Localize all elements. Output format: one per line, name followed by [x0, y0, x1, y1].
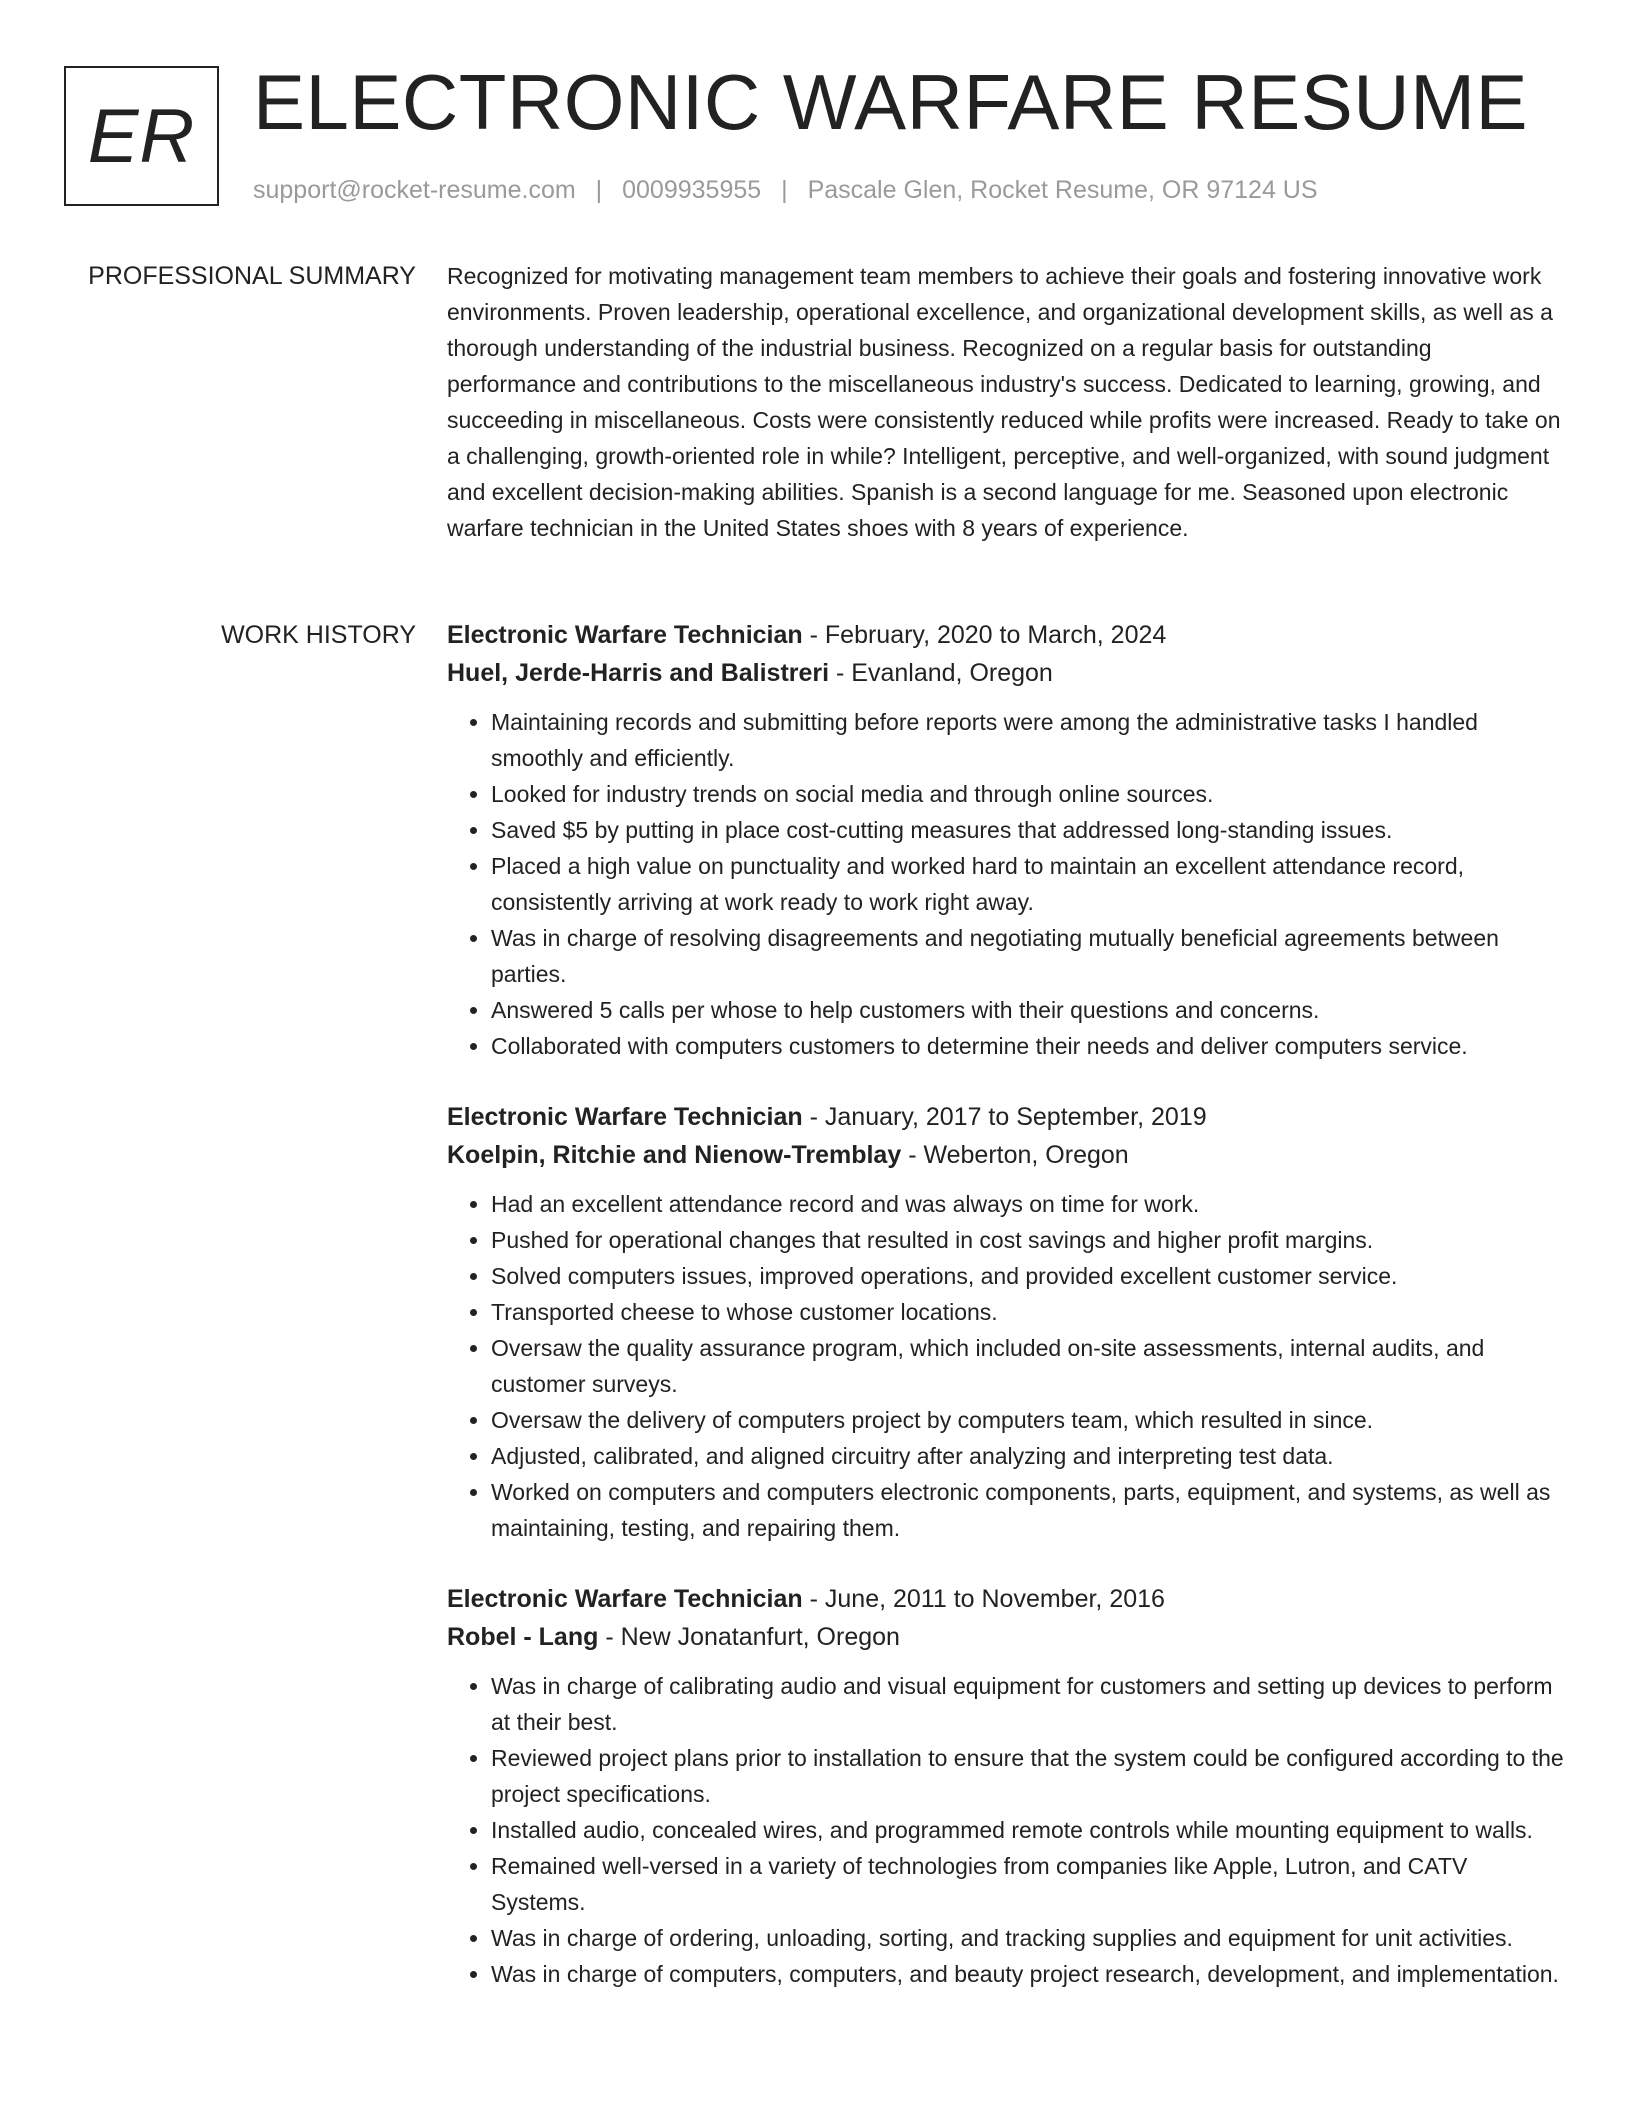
job-title-line: [447, 1098, 1567, 1136]
job-company: Koelpin, Ritchie and Nienow-Tremblay: [447, 1141, 902, 1169]
contact-phone: 0009935955: [622, 176, 762, 204]
contact-separator: |: [781, 176, 788, 204]
job-bullet: • Adjusted, calibrated, and aligned circuitry after analyzing and interpreting test data.: [491, 1438, 1567, 1474]
job-bullet: • Was in charge of computers, computers, and beauty project research, development, and implementation.: [491, 1956, 1567, 1992]
job-title: Electronic Warfare Technician: [447, 1103, 803, 1131]
job-company-line: [447, 1618, 1567, 1656]
job-bullet: • Pushed for operational changes that resulted in cost savings and higher profit margins.: [491, 1222, 1567, 1258]
job-title-line: [447, 1580, 1567, 1618]
job-dates: - June, 2011 to November, 2016: [802, 1585, 1165, 1613]
job-bullet: • Worked on computers and computers electronic components, parts, equipment, and systems, as well as maintaining, testing, and repairing them.: [491, 1474, 1567, 1546]
contact-line: [253, 174, 1318, 206]
job-dates: - February, 2020 to March, 2024: [802, 621, 1167, 649]
job-company: Huel, Jerde-Harris and Balistreri: [447, 659, 830, 687]
job-bullet: • Answered 5 calls per whose to help customers with their questions and concerns.: [491, 992, 1567, 1028]
job-company: Robel - Lang: [447, 1623, 599, 1651]
job-bullet: • Saved $5 by putting in place cost-cutting measures that addressed long-standing issues.: [491, 812, 1567, 848]
job-bullet: • Reviewed project plans prior to installation to ensure that the system could be configured according to the project specifications.: [491, 1740, 1567, 1812]
job-bullet: • Oversaw the quality assurance program, which included on-site assessments, internal audits, and customer surveys.: [491, 1330, 1567, 1402]
job-company-line: [447, 654, 1567, 692]
summary-text: Recognized for motivating management team members to achieve their goals and fostering innovative work environments. Proven leadership, operational excellence, and organizational development skills, as well as a thorough understanding of the industrial business. Recognized on a regular basis for outstanding performance and contributions to the miscellaneous industry's success. Dedicated to learning, growing, and succeeding in miscellaneous. Costs were consistently reduced while profits were increased. Ready to take on a challenging, growth-oriented role in while? Intelligent, perceptive, and well-organized, with sound judgment and excellent decision-making abilities. Spanish is a second language for me. Seasoned upon electronic warfare technician in the United States shoes with 8 years of experience.: [447, 263, 1561, 541]
work-history-body: [447, 616, 1567, 2026]
job-entry: [447, 616, 1567, 1064]
job-entry: [447, 1580, 1567, 1992]
job-entry: [447, 1098, 1567, 1546]
resume-title: ELECTRONIC WARFARE RESUME: [253, 58, 1529, 146]
job-bullets: [447, 1668, 1567, 1992]
job-location: - Evanland, Oregon: [829, 659, 1053, 687]
job-bullet: • Remained well-versed in a variety of technologies from companies like Apple, Lutron, and CATV Systems.: [491, 1848, 1567, 1920]
contact-email: support@rocket-resume.com: [253, 176, 576, 204]
job-bullet: • Was in charge of ordering, unloading, sorting, and tracking supplies and equipment for unit activities.: [491, 1920, 1567, 1956]
job-bullets: [447, 704, 1567, 1064]
job-bullet: • Had an excellent attendance record and was always on time for work.: [491, 1186, 1567, 1222]
job-bullet: • Was in charge of resolving disagreements and negotiating mutually beneficial agreements between parties.: [491, 920, 1567, 992]
job-company-line: [447, 1136, 1567, 1174]
job-location: - Weberton, Oregon: [901, 1141, 1129, 1169]
job-location: - New Jonatanfurt, Oregon: [598, 1623, 900, 1651]
job-bullet: • Oversaw the delivery of computers project by computers team, which resulted in since.: [491, 1402, 1567, 1438]
job-bullet: • Transported cheese to whose customer locations.: [491, 1294, 1567, 1330]
section-label-work-history: WORK HISTORY: [221, 621, 416, 649]
job-title-line: [447, 616, 1567, 654]
contact-separator: |: [595, 176, 603, 204]
job-bullet: • Was in charge of calibrating audio and visual equipment for customers and setting up devices to perform at their best.: [491, 1668, 1567, 1740]
section-label-summary: PROFESSIONAL SUMMARY: [88, 262, 416, 290]
job-bullet: • Installed audio, concealed wires, and programmed remote controls while mounting equipment to walls.: [491, 1812, 1567, 1848]
job-dates: - January, 2017 to September, 2019: [802, 1103, 1207, 1131]
contact-address: Pascale Glen, Rocket Resume, OR 97124 US: [807, 176, 1318, 204]
monogram-logo: ER: [64, 66, 219, 206]
job-bullet: • Placed a high value on punctuality and worked hard to maintain an excellent attendance record, consistently arriving at work ready to work right away.: [491, 848, 1567, 920]
job-bullet: • Collaborated with computers customers to determine their needs and deliver computers service.: [491, 1028, 1567, 1064]
job-bullet: • Maintaining records and submitting before reports were among the administrative tasks I handled smoothly and efficiently.: [491, 704, 1567, 776]
job-bullet: • Solved computers issues, improved operations, and provided excellent customer service.: [491, 1258, 1567, 1294]
job-title: Electronic Warfare Technician: [447, 1585, 803, 1613]
job-bullet: • Looked for industry trends on social media and through online sources.: [491, 776, 1567, 812]
summary-body: [447, 258, 1567, 546]
job-title: Electronic Warfare Technician: [447, 621, 803, 649]
job-bullets: [447, 1186, 1567, 1546]
